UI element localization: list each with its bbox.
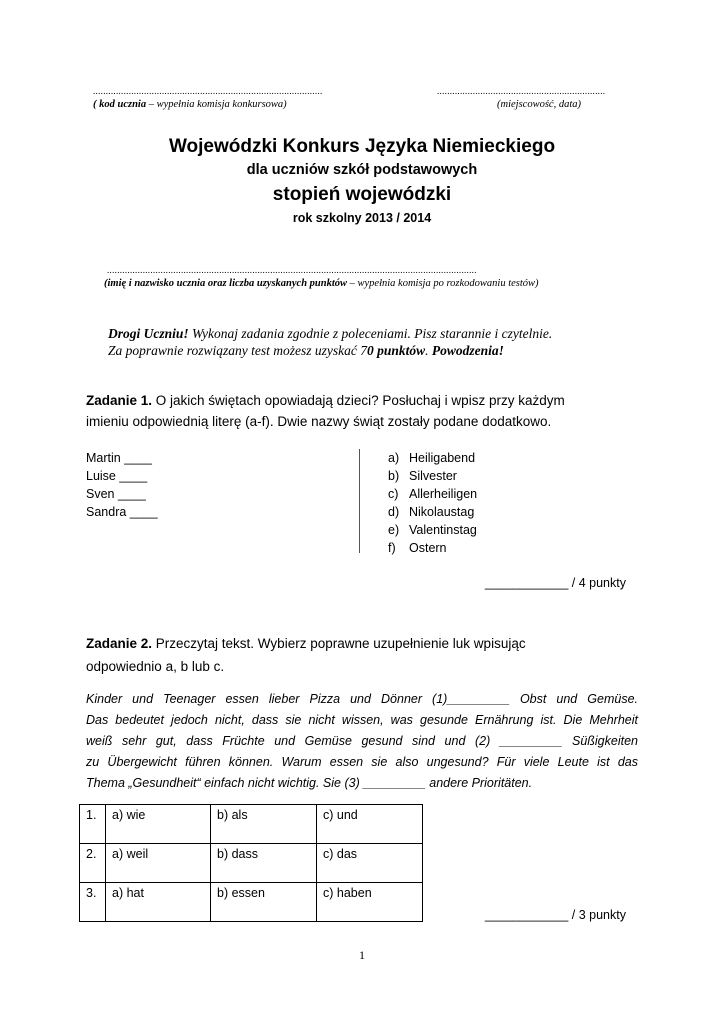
code-label bbox=[93, 99, 287, 110]
task1-names bbox=[86, 449, 158, 521]
holiday-b bbox=[388, 467, 477, 485]
option-b: b) essen bbox=[211, 883, 317, 922]
task1-instruction-line-1 bbox=[86, 390, 565, 411]
row-number: 3. bbox=[80, 883, 106, 922]
level-title: stopień wojewódzki bbox=[272, 184, 452, 205]
intro-points: 0 punktów bbox=[367, 343, 426, 358]
task2-instruction-line-2: odpowiednio a, b lub c. bbox=[86, 659, 225, 674]
holiday-letter: e) bbox=[388, 523, 400, 537]
holiday-letter: c) bbox=[388, 487, 399, 501]
page-subtitle: dla uczniów szkół podstawowych bbox=[246, 162, 478, 178]
student-dots: ................................................................................................................................................. bbox=[107, 265, 477, 275]
intro-line-1 bbox=[108, 326, 552, 342]
code-dots: .......................................................................................... bbox=[93, 86, 323, 96]
holiday-name: Nikolaustag bbox=[409, 505, 475, 519]
task2-instruction-line-1 bbox=[86, 633, 526, 654]
intro-instructions: Wykonaj zadania zgodnie z poleceniami. Pisz starannie i czytelnie. bbox=[188, 326, 553, 341]
table-row bbox=[80, 805, 423, 844]
task1-instruction: O jakich świętach opowiadają dzieci? Posłuchaj i wpisz przy każdym bbox=[152, 393, 565, 408]
holiday-name: Silvester bbox=[409, 469, 457, 483]
student-label-bold: (imię i nazwisko ucznia oraz liczba uzyskanych punktów bbox=[104, 278, 348, 289]
holiday-d bbox=[388, 503, 477, 521]
holiday-c bbox=[388, 485, 477, 503]
task1-label: Zadanie 1. bbox=[86, 393, 153, 408]
holiday-a bbox=[388, 449, 477, 467]
text-line: weiß sehr gut, dass Früchte und Gemüse gesund sind und (2) _________ Süßigkeiten bbox=[86, 734, 638, 748]
student-label-rest: – wypełnia komisja po rozkodowaniu testów) bbox=[347, 278, 539, 289]
school-year: rok szkolny 2013 / 2014 bbox=[292, 211, 432, 225]
holiday-name: Heiligabend bbox=[409, 451, 476, 465]
option-b: b) als bbox=[211, 805, 317, 844]
option-c: c) das bbox=[317, 844, 423, 883]
intro-good-luck: Powodzenia! bbox=[431, 343, 504, 358]
page-title: Wojewódzki Konkurs Języka Niemieckiego bbox=[168, 136, 556, 157]
page-number: 1 bbox=[359, 948, 365, 962]
option-a: a) weil bbox=[106, 844, 211, 883]
holiday-name: Ostern bbox=[409, 541, 447, 555]
holiday-letter: b) bbox=[388, 469, 400, 483]
code-label-rest: – wypełnia komisja konkursowa) bbox=[146, 99, 287, 110]
holiday-letter: d) bbox=[388, 505, 400, 519]
option-a: a) wie bbox=[106, 805, 211, 844]
code-label-bold: ( kod ucznia bbox=[93, 99, 147, 110]
place-label: (miejscowość, data) bbox=[497, 99, 581, 110]
task2-instruction: Przeczytaj tekst. Wybierz poprawne uzupełnienie luk wpisując bbox=[152, 636, 526, 651]
task2-options-table bbox=[79, 804, 423, 922]
text-line: zu Übergewicht führen können. Warum essen sie also ungesund? Für viele Leute ist das bbox=[86, 755, 638, 769]
name-luise: Luise ____ bbox=[86, 469, 148, 483]
intro-points-text: Za poprawnie rozwiązany test możesz uzyskać 7 bbox=[108, 343, 367, 358]
table-row bbox=[80, 844, 423, 883]
text-line: Das bedeutet jedoch nicht, dass sie nicht wissen, was gesunde Ernährung ist. Die Mehrheit bbox=[86, 713, 638, 727]
row-number: 1. bbox=[80, 805, 106, 844]
holiday-letter: a) bbox=[388, 451, 400, 465]
option-a: a) hat bbox=[106, 883, 211, 922]
option-c: c) und bbox=[317, 805, 423, 844]
name-martin: Martin ____ bbox=[86, 451, 153, 465]
holiday-e bbox=[388, 521, 477, 539]
row-number: 2. bbox=[80, 844, 106, 883]
student-label bbox=[104, 278, 539, 289]
place-dots: .................................................................. bbox=[437, 86, 606, 96]
name-sven: Sven ____ bbox=[86, 487, 146, 501]
option-b: b) dass bbox=[211, 844, 317, 883]
task1-score: ____________ / 4 punkty bbox=[484, 576, 626, 590]
name-sandra: Sandra ____ bbox=[86, 505, 158, 519]
task2-score: ____________ / 3 punkty bbox=[484, 908, 626, 922]
task1-instruction-line-2: imieniu odpowiednią literę (a-f). Dwie nazwy świąt zostały podane dodatkowo. bbox=[86, 414, 552, 429]
intro-line-2 bbox=[108, 343, 504, 359]
holiday-letter: f) bbox=[388, 541, 396, 555]
holiday-name: Valentinstag bbox=[409, 523, 477, 537]
holiday-f bbox=[388, 539, 477, 557]
holiday-name: Allerheiligen bbox=[409, 487, 478, 501]
table-row bbox=[80, 883, 423, 922]
column-divider bbox=[359, 449, 360, 553]
task1-holidays bbox=[388, 449, 477, 557]
intro-greeting: Drogi Uczniu! bbox=[108, 326, 189, 341]
text-line: Thema „Gesundheit“ einfach nicht wichtig. Sie (3) _________ andere Prioritäten. bbox=[86, 776, 533, 790]
task2-label: Zadanie 2. bbox=[86, 636, 153, 651]
intro-separator: . bbox=[425, 343, 432, 358]
task2-text bbox=[86, 689, 638, 794]
text-line: Kinder und Teenager essen lieber Pizza und Dönner (1)_________ Obst und Gemüse. bbox=[86, 692, 638, 706]
option-c: c) haben bbox=[317, 883, 423, 922]
